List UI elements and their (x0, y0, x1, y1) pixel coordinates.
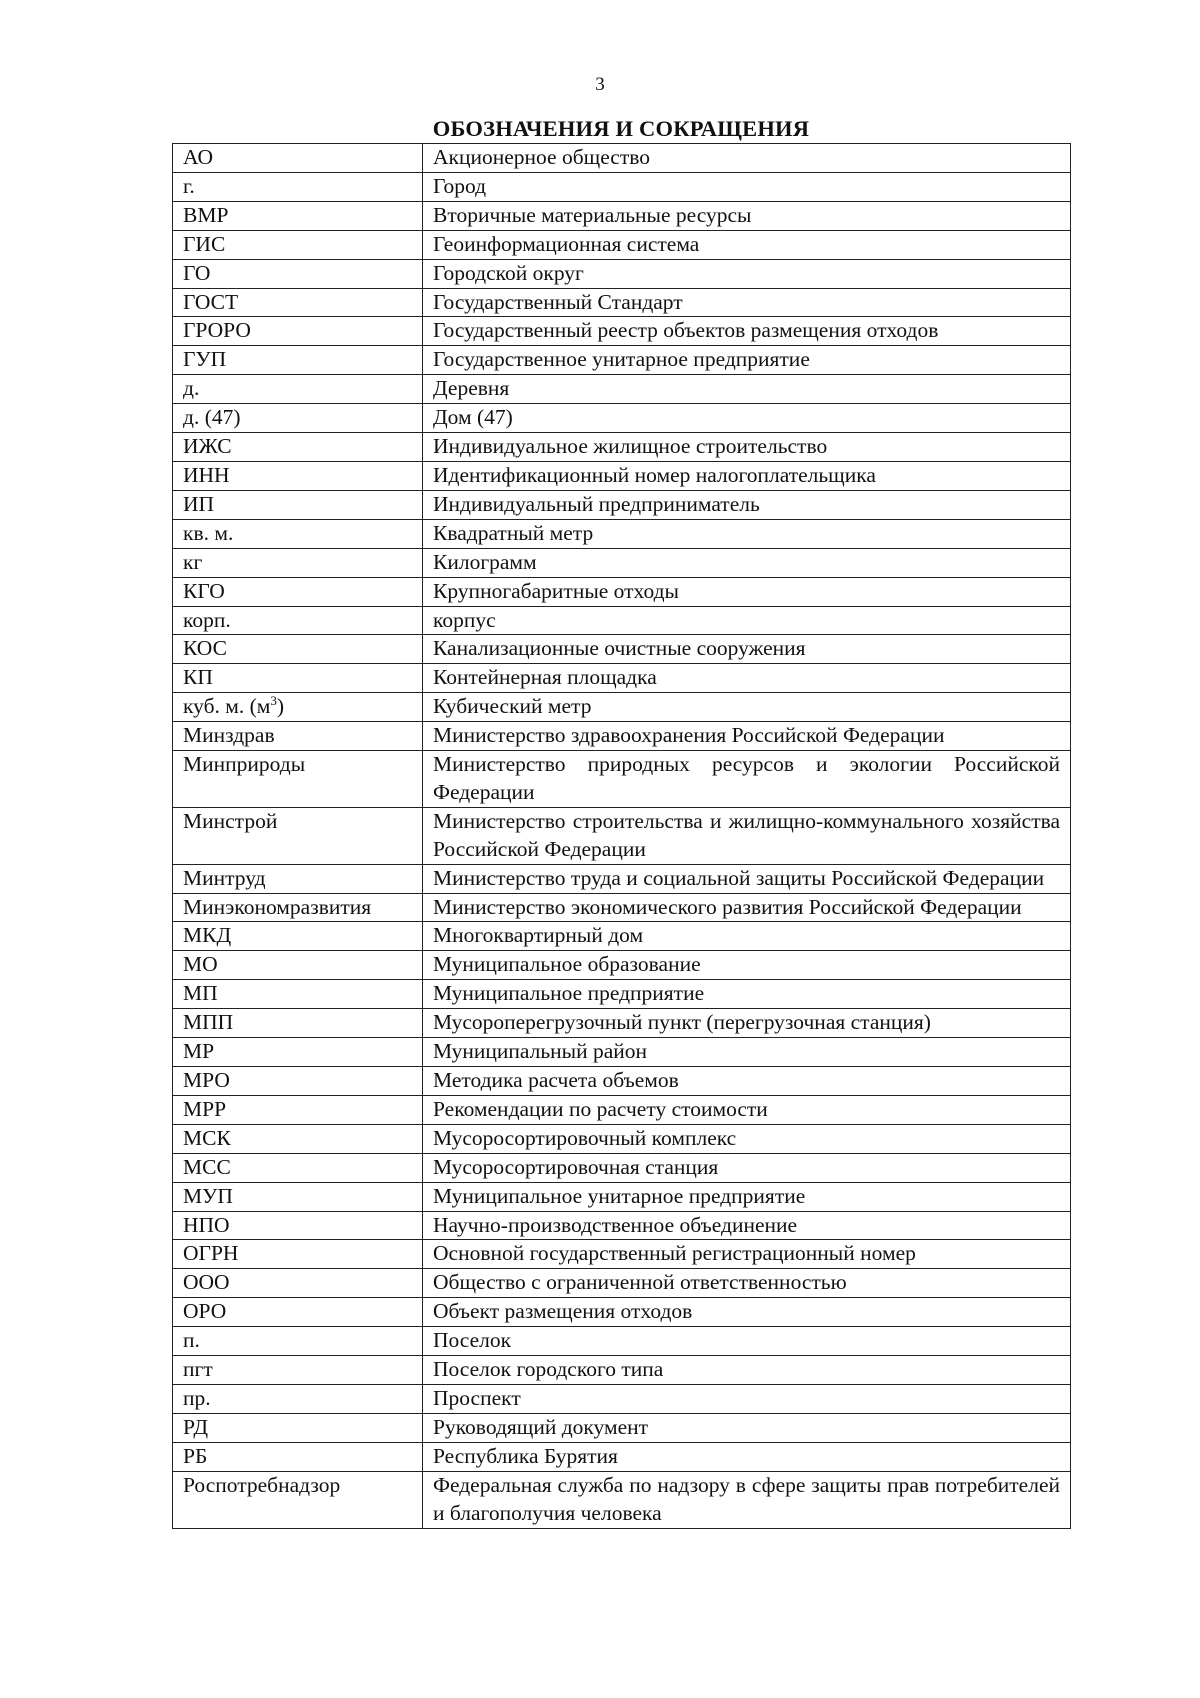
definition-cell: Квадратный метр (423, 519, 1071, 548)
page-number: 3 (595, 74, 605, 95)
abbreviation-cell (173, 1356, 423, 1385)
definition-cell: Индивидуальное жилищное строительство (423, 433, 1071, 462)
table-row (173, 259, 1071, 288)
abbreviation-text: МКД (183, 923, 232, 948)
abbreviation-cell (173, 722, 423, 751)
abbreviation-cell (173, 461, 423, 490)
table-row (173, 1269, 1071, 1298)
abbreviation-cell (173, 864, 423, 893)
abbreviation-cell (173, 1384, 423, 1413)
table-row (173, 893, 1071, 922)
abbreviation-cell (173, 548, 423, 577)
abbreviation-text: МСС (183, 1154, 231, 1179)
abbreviation-text: МР (183, 1039, 215, 1064)
table-row (173, 519, 1071, 548)
abbreviation-cell (173, 1038, 423, 1067)
abbreviation-text: г. (183, 173, 195, 198)
definition-cell: Деревня (423, 375, 1071, 404)
abbreviation-cell (173, 807, 423, 864)
abbreviation-text: ИЖС (183, 434, 232, 459)
abbreviation-text: ООО (183, 1270, 230, 1295)
abbreviation-cell (173, 1442, 423, 1471)
abbreviation-text: МУП (183, 1183, 233, 1208)
abbreviation-cell (173, 288, 423, 317)
abbreviation-cell (173, 172, 423, 201)
abbreviation-text: Минстрой (183, 808, 278, 833)
abbreviation-cell (173, 606, 423, 635)
table-row (173, 1038, 1071, 1067)
definition-cell: Акционерное общество (423, 144, 1071, 173)
definition-cell: Килограмм (423, 548, 1071, 577)
abbreviation-cell (173, 1298, 423, 1327)
table-row (173, 864, 1071, 893)
table-row (173, 1124, 1071, 1153)
abbreviation-text: РД (183, 1414, 209, 1439)
definition-cell: Методика расчета объемов (423, 1067, 1071, 1096)
abbreviation-text: ГИС (183, 231, 226, 256)
abbreviation-cell (173, 893, 423, 922)
abbreviation-cell (173, 1153, 423, 1182)
abbreviation-text: НПО (183, 1212, 230, 1237)
abbreviation-cell (173, 751, 423, 808)
definition-cell: Объект размещения отходов (423, 1298, 1071, 1327)
abbreviation-text: КП (183, 665, 213, 690)
abbreviation-text: д. (47) (183, 405, 241, 430)
definition-cell: Поселок (423, 1327, 1071, 1356)
definition-cell: Контейнерная площадка (423, 664, 1071, 693)
definition-cell: Научно-производственное объединение (423, 1211, 1071, 1240)
abbreviation-text: ГРОРО (183, 318, 251, 343)
abbreviation-text: ИП (183, 491, 215, 516)
abbreviation-cell (173, 1009, 423, 1038)
definition-cell: Канализационные очистные сооружения (423, 635, 1071, 664)
definition-cell: Государственный Стандарт (423, 288, 1071, 317)
definition-cell: Республика Бурятия (423, 1442, 1071, 1471)
table-row (173, 1298, 1071, 1327)
table-row (173, 404, 1071, 433)
definition-cell: Крупногабаритные отходы (423, 577, 1071, 606)
table-row (173, 1384, 1071, 1413)
abbreviation-cell (173, 490, 423, 519)
abbreviation-text: ОГРН (183, 1241, 239, 1266)
definition-cell: Муниципальное образование (423, 951, 1071, 980)
abbreviation-superscript: 3 (270, 693, 277, 709)
table-row (173, 951, 1071, 980)
table-row (173, 317, 1071, 346)
definition-cell: Федеральная служба по надзору в сфере защиты прав потребителей и благополучия человека (423, 1471, 1071, 1528)
definition-cell: Мусороперегрузочный пункт (перегрузочная станция) (423, 1009, 1071, 1038)
abbreviation-cell (173, 375, 423, 404)
definition-cell: Общество с ограниченной ответственностью (423, 1269, 1071, 1298)
table-row (173, 1067, 1071, 1096)
abbreviation-text: КГО (183, 578, 225, 603)
abbreviation-text: Минэкономразвития (183, 894, 372, 919)
abbreviation-cell (173, 259, 423, 288)
abbreviation-cell (173, 1124, 423, 1153)
table-row (173, 230, 1071, 259)
abbreviation-text: пгт (183, 1357, 213, 1382)
table-row (173, 807, 1071, 864)
abbreviation-text: ГУП (183, 347, 227, 372)
abbreviation-text: ВМР (183, 202, 229, 227)
abbreviation-text: МП (183, 981, 218, 1006)
definition-cell: Государственное унитарное предприятие (423, 346, 1071, 375)
abbreviation-text: пр. (183, 1385, 211, 1410)
table-row (173, 1240, 1071, 1269)
definition-cell: Министерство труда и социальной защиты Российской Федерации (423, 864, 1071, 893)
definition-cell: Проспект (423, 1384, 1071, 1413)
definition-cell: Рекомендации по расчету стоимости (423, 1095, 1071, 1124)
abbreviation-cell (173, 201, 423, 230)
definition-cell: Многоквартирный дом (423, 922, 1071, 951)
table-row (173, 1471, 1071, 1528)
abbreviation-text: куб. м. (м (183, 694, 271, 719)
definition-cell: Геоинформационная система (423, 230, 1071, 259)
definition-cell: Министерство строительства и жилищно-коммунального хозяйства Российской Федерации (423, 807, 1071, 864)
definition-cell: Муниципальное предприятие (423, 980, 1071, 1009)
abbreviation-cell (173, 693, 423, 722)
table-row (173, 144, 1071, 173)
abbreviation-cell (173, 1067, 423, 1096)
table-row (173, 980, 1071, 1009)
table-row (173, 201, 1071, 230)
abbreviation-cell (173, 230, 423, 259)
abbreviation-cell (173, 1095, 423, 1124)
definition-cell: Кубический метр (423, 693, 1071, 722)
table-row (173, 288, 1071, 317)
table-row (173, 635, 1071, 664)
abbreviation-cell (173, 317, 423, 346)
abbreviation-text: МСК (183, 1125, 231, 1150)
abbreviation-cell (173, 519, 423, 548)
abbreviation-text: МПП (183, 1010, 234, 1035)
abbreviation-text: ГОСТ (183, 289, 239, 314)
abbreviation-cell (173, 577, 423, 606)
definition-cell: Министерство здравоохранения Российской Федерации (423, 722, 1071, 751)
abbreviation-cell (173, 664, 423, 693)
abbreviation-text: АО (183, 145, 213, 169)
abbreviation-text: п. (183, 1328, 200, 1353)
definition-cell: Мусоросортировочная станция (423, 1153, 1071, 1182)
abbreviation-text: Минздрав (183, 723, 275, 748)
table-row (173, 1356, 1071, 1385)
abbreviation-cell (173, 404, 423, 433)
abbreviation-text: КОС (183, 636, 227, 661)
abbreviation-text: МРО (183, 1068, 230, 1092)
abbreviation-text: кв. м. (183, 520, 234, 545)
abbreviation-text: Минтруд (183, 865, 266, 890)
abbreviation-cell (173, 922, 423, 951)
abbreviation-text: д. (183, 376, 200, 401)
abbreviation-cell (173, 635, 423, 664)
abbreviation-cell (173, 1471, 423, 1528)
abbreviation-text: корп. (183, 607, 231, 632)
abbreviation-text: Роспотребнадзор (183, 1472, 341, 1497)
definition-cell: Муниципальное унитарное предприятие (423, 1182, 1071, 1211)
table-row (173, 664, 1071, 693)
abbreviation-text-suffix: ) (276, 694, 285, 719)
definition-cell: Городской округ (423, 259, 1071, 288)
table-row (173, 1211, 1071, 1240)
abbreviation-cell (173, 951, 423, 980)
page-title: ОБОЗНАЧЕНИЯ И СОКРАЩЕНИЯ (432, 116, 810, 141)
table-row (173, 577, 1071, 606)
abbreviation-text: РБ (183, 1443, 208, 1468)
abbreviation-text: кг (183, 549, 203, 574)
abbreviation-text: Минприроды (183, 752, 306, 777)
definition-cell: Индивидуальный предприниматель (423, 490, 1071, 519)
definition-cell: Идентификационный номер налогоплательщика (423, 461, 1071, 490)
definition-cell: Муниципальный район (423, 1038, 1071, 1067)
table-row (173, 606, 1071, 635)
abbreviation-text: ОРО (183, 1299, 227, 1324)
abbreviation-cell (173, 1327, 423, 1356)
table-row (173, 1153, 1071, 1182)
abbreviations-table-body (173, 144, 1071, 1529)
abbreviation-text: ИНН (183, 462, 230, 487)
abbreviations-table (172, 143, 1071, 1529)
definition-cell: Поселок городского типа (423, 1356, 1071, 1385)
table-row (173, 172, 1071, 201)
definition-cell: Основной государственный регистрационный номер (423, 1240, 1071, 1269)
table-row (173, 922, 1071, 951)
abbreviation-text: МО (183, 952, 218, 977)
table-row (173, 1413, 1071, 1442)
table-row (173, 490, 1071, 519)
definition-cell: Государственный реестр объектов размещения отходов (423, 317, 1071, 346)
definition-cell: Министерство экономического развития Российской Федерации (423, 893, 1071, 922)
abbreviation-cell (173, 1269, 423, 1298)
abbreviation-cell (173, 980, 423, 1009)
table-row (173, 346, 1071, 375)
table-row (173, 1095, 1071, 1124)
table-row (173, 548, 1071, 577)
definition-cell: Город (423, 172, 1071, 201)
table-row (173, 461, 1071, 490)
table-row (173, 751, 1071, 808)
abbreviation-cell (173, 144, 423, 173)
table-row (173, 1182, 1071, 1211)
table-row (173, 433, 1071, 462)
table-row (173, 375, 1071, 404)
abbreviation-cell (173, 346, 423, 375)
abbreviation-text: МРР (183, 1096, 227, 1121)
definition-cell: Вторичные материальные ресурсы (423, 201, 1071, 230)
abbreviation-cell (173, 433, 423, 462)
table-row (173, 1442, 1071, 1471)
abbreviation-cell (173, 1182, 423, 1211)
definition-cell: Дом (47) (423, 404, 1071, 433)
abbreviation-cell (173, 1413, 423, 1442)
table-row (173, 722, 1071, 751)
abbreviation-text: ГО (183, 260, 211, 285)
abbreviation-cell (173, 1240, 423, 1269)
table-row (173, 1327, 1071, 1356)
definition-cell: Руководящий документ (423, 1413, 1071, 1442)
definition-cell: Министерство природных ресурсов и экологии Российской Федерации (423, 751, 1071, 808)
abbreviation-cell (173, 1211, 423, 1240)
definition-cell: Мусоросортировочный комплекс (423, 1124, 1071, 1153)
table-row (173, 1009, 1071, 1038)
definition-cell: корпус (423, 606, 1071, 635)
table-row (173, 693, 1071, 722)
